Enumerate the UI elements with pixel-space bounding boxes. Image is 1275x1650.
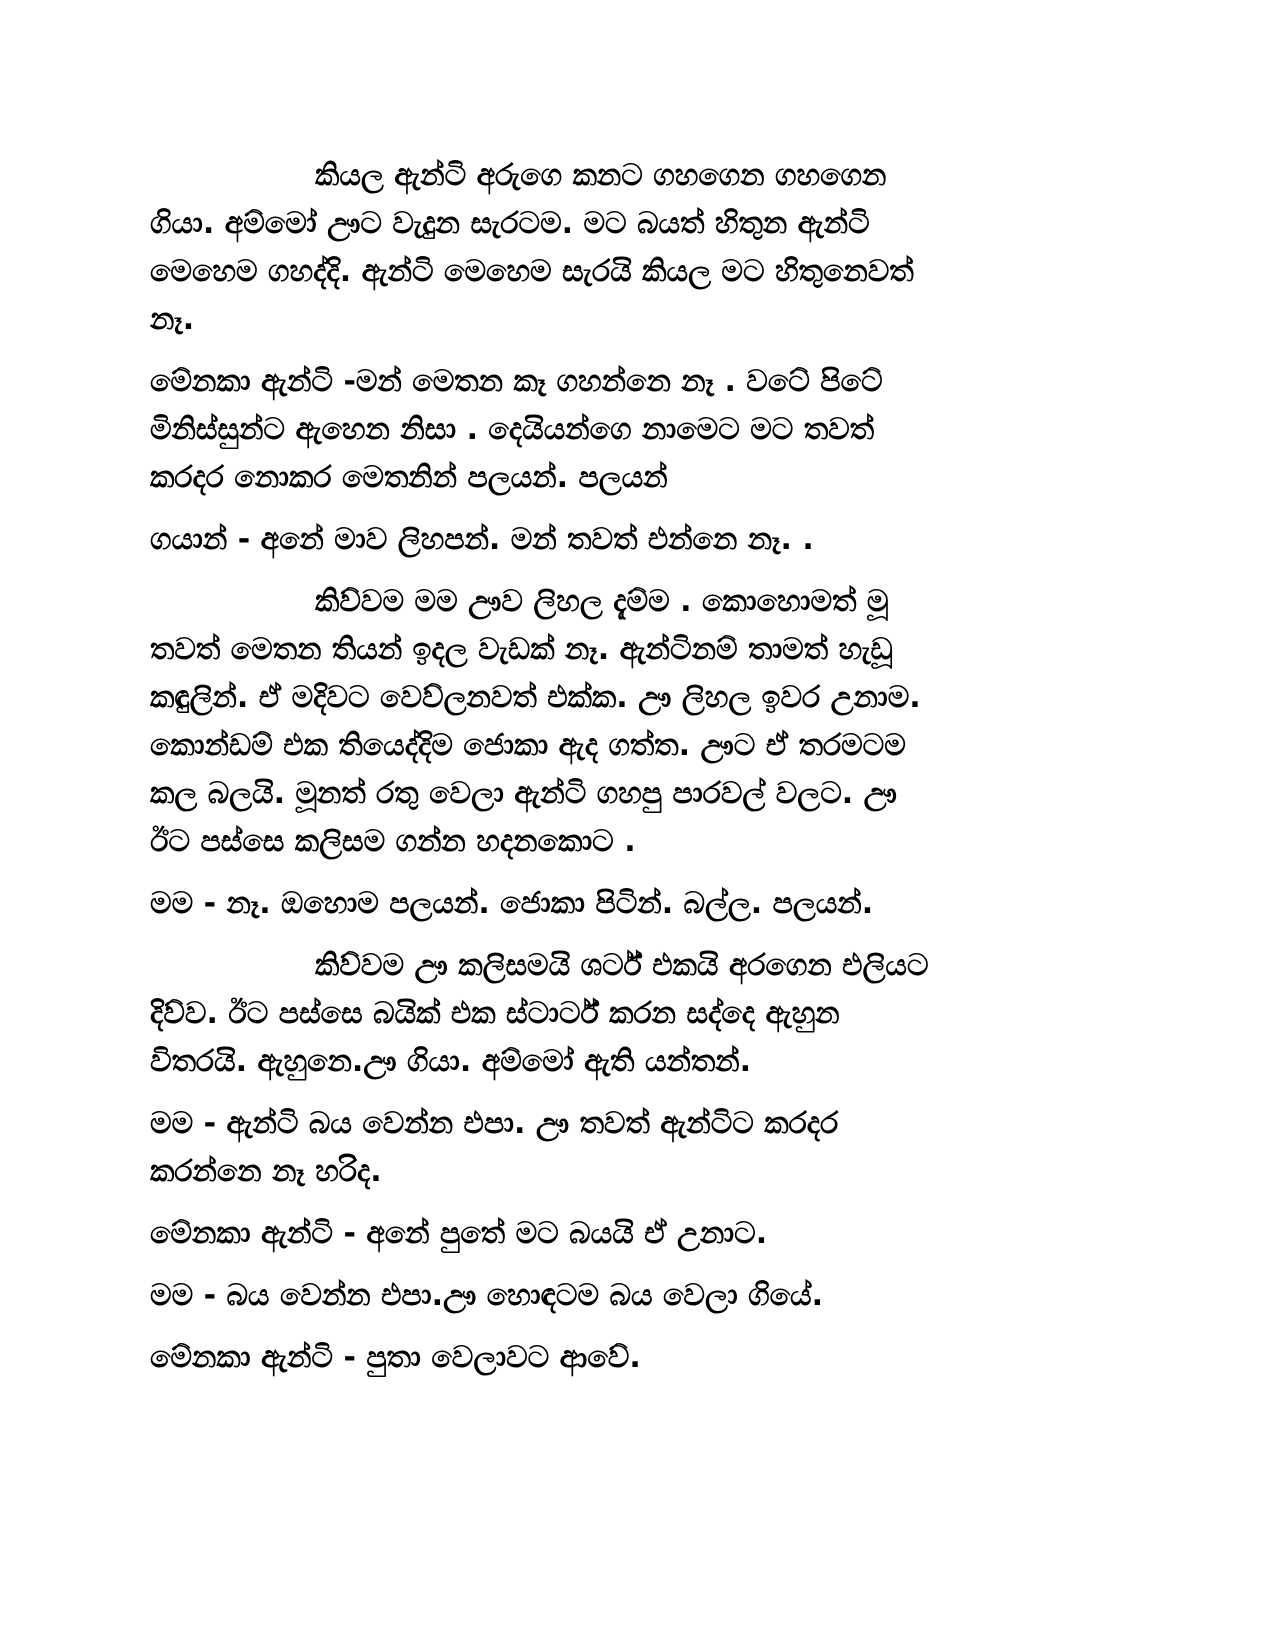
paragraph-dialogue-menaka-1: මේනකා ඇන්ටි -මන් මෙතන කෑ ගහන්නෙ නෑ . වටේ පිටේ මිනිස්සුන්ට ඇහෙන නිසා . දෙයියන්ගෙ නාමෙට මට තවත් කරදර නොකර මෙතනින් පලයන්. පලයන්	[150, 364, 883, 495]
paragraph-dialogue-menaka-2: මේනකා ඇන්ටි - අනේ පුතේ මට බයයි ඒ උනාට.	[150, 1216, 768, 1251]
paragraph-narration-2: කිව්වම මම ඌව ලිහල දැම්ම . කොහොමත් මූ තවත් මෙතන තියන් ඉදල වැඩක් නෑ. ඇන්ටිනම් තාමත් හැඩූ කඳුලින්. ඒ මදිවට වෙව්ලනවත් එක්ක. ඌ ලිහල ඉවර උනාම. කොන්ඩම් එක තියෙද්දිම ජොකා ඇද ගත්ත. ඌට ඒ තරමටම කල බලයි. මූනත් රතු වෙලා ඇන්ටි ගහපු පාරවල් වලට. ඌ ඊට පස්සෙ කලිසම ගන්න හදනකොට .	[150, 584, 921, 859]
paragraph-dialogue-mama-3: මම - බය වෙන්න එපා.ඌ හොඳටම බය වෙලා ගියේ.	[150, 1278, 824, 1313]
paragraph-dialogue-menaka-3: මේනකා ඇන්ටි - පුතා වෙලාවට ආවේ.	[150, 1340, 641, 1375]
paragraph-narration-1: කියල ඇන්ටි අරුගෙ කනට ගහගෙන ගහගෙන ගියා. අම්මෝ ඌට වැදුන සැරටම. මට බයත් හිතුන ඇන්ටි මෙහෙම ගහද්දි. ඇන්ටි මෙහෙම සැරයි කියල මට හිතුනෙවත් නෑ.	[150, 158, 914, 337]
paragraph-dialogue-mama-2: මම - ඇන්ටි බය වෙන්න එපා. ඌ තවත් ඇන්ටිට කරදර කරන්නෙ නෑ හරිද.	[150, 1106, 839, 1189]
paragraph-dialogue-mama-1: මම - නෑ. ඔහොම පලයන්. ජොකා පිටින්. බල්ල. පලයන්.	[150, 886, 874, 921]
paragraph-dialogue-gayan: ගයාන් - අනේ මාව ලිහපන්. මන් තවත් එන්නෙ නෑ. .	[150, 522, 814, 557]
paragraph-narration-3: කිව්වම ඌ කලිසමයි ශර්ට් එකයි අරගෙන එලියට දිව්ව. ඊට පස්සෙ බයික් එක ස්ටාර්ට් කරන සද්දෙ ඇහුන විතරයි. ඇහුනෙ.ඌ ගියා. අම්මෝ ඇති යන්තන්.	[150, 948, 929, 1079]
story-text	[150, 152, 1110, 1396]
